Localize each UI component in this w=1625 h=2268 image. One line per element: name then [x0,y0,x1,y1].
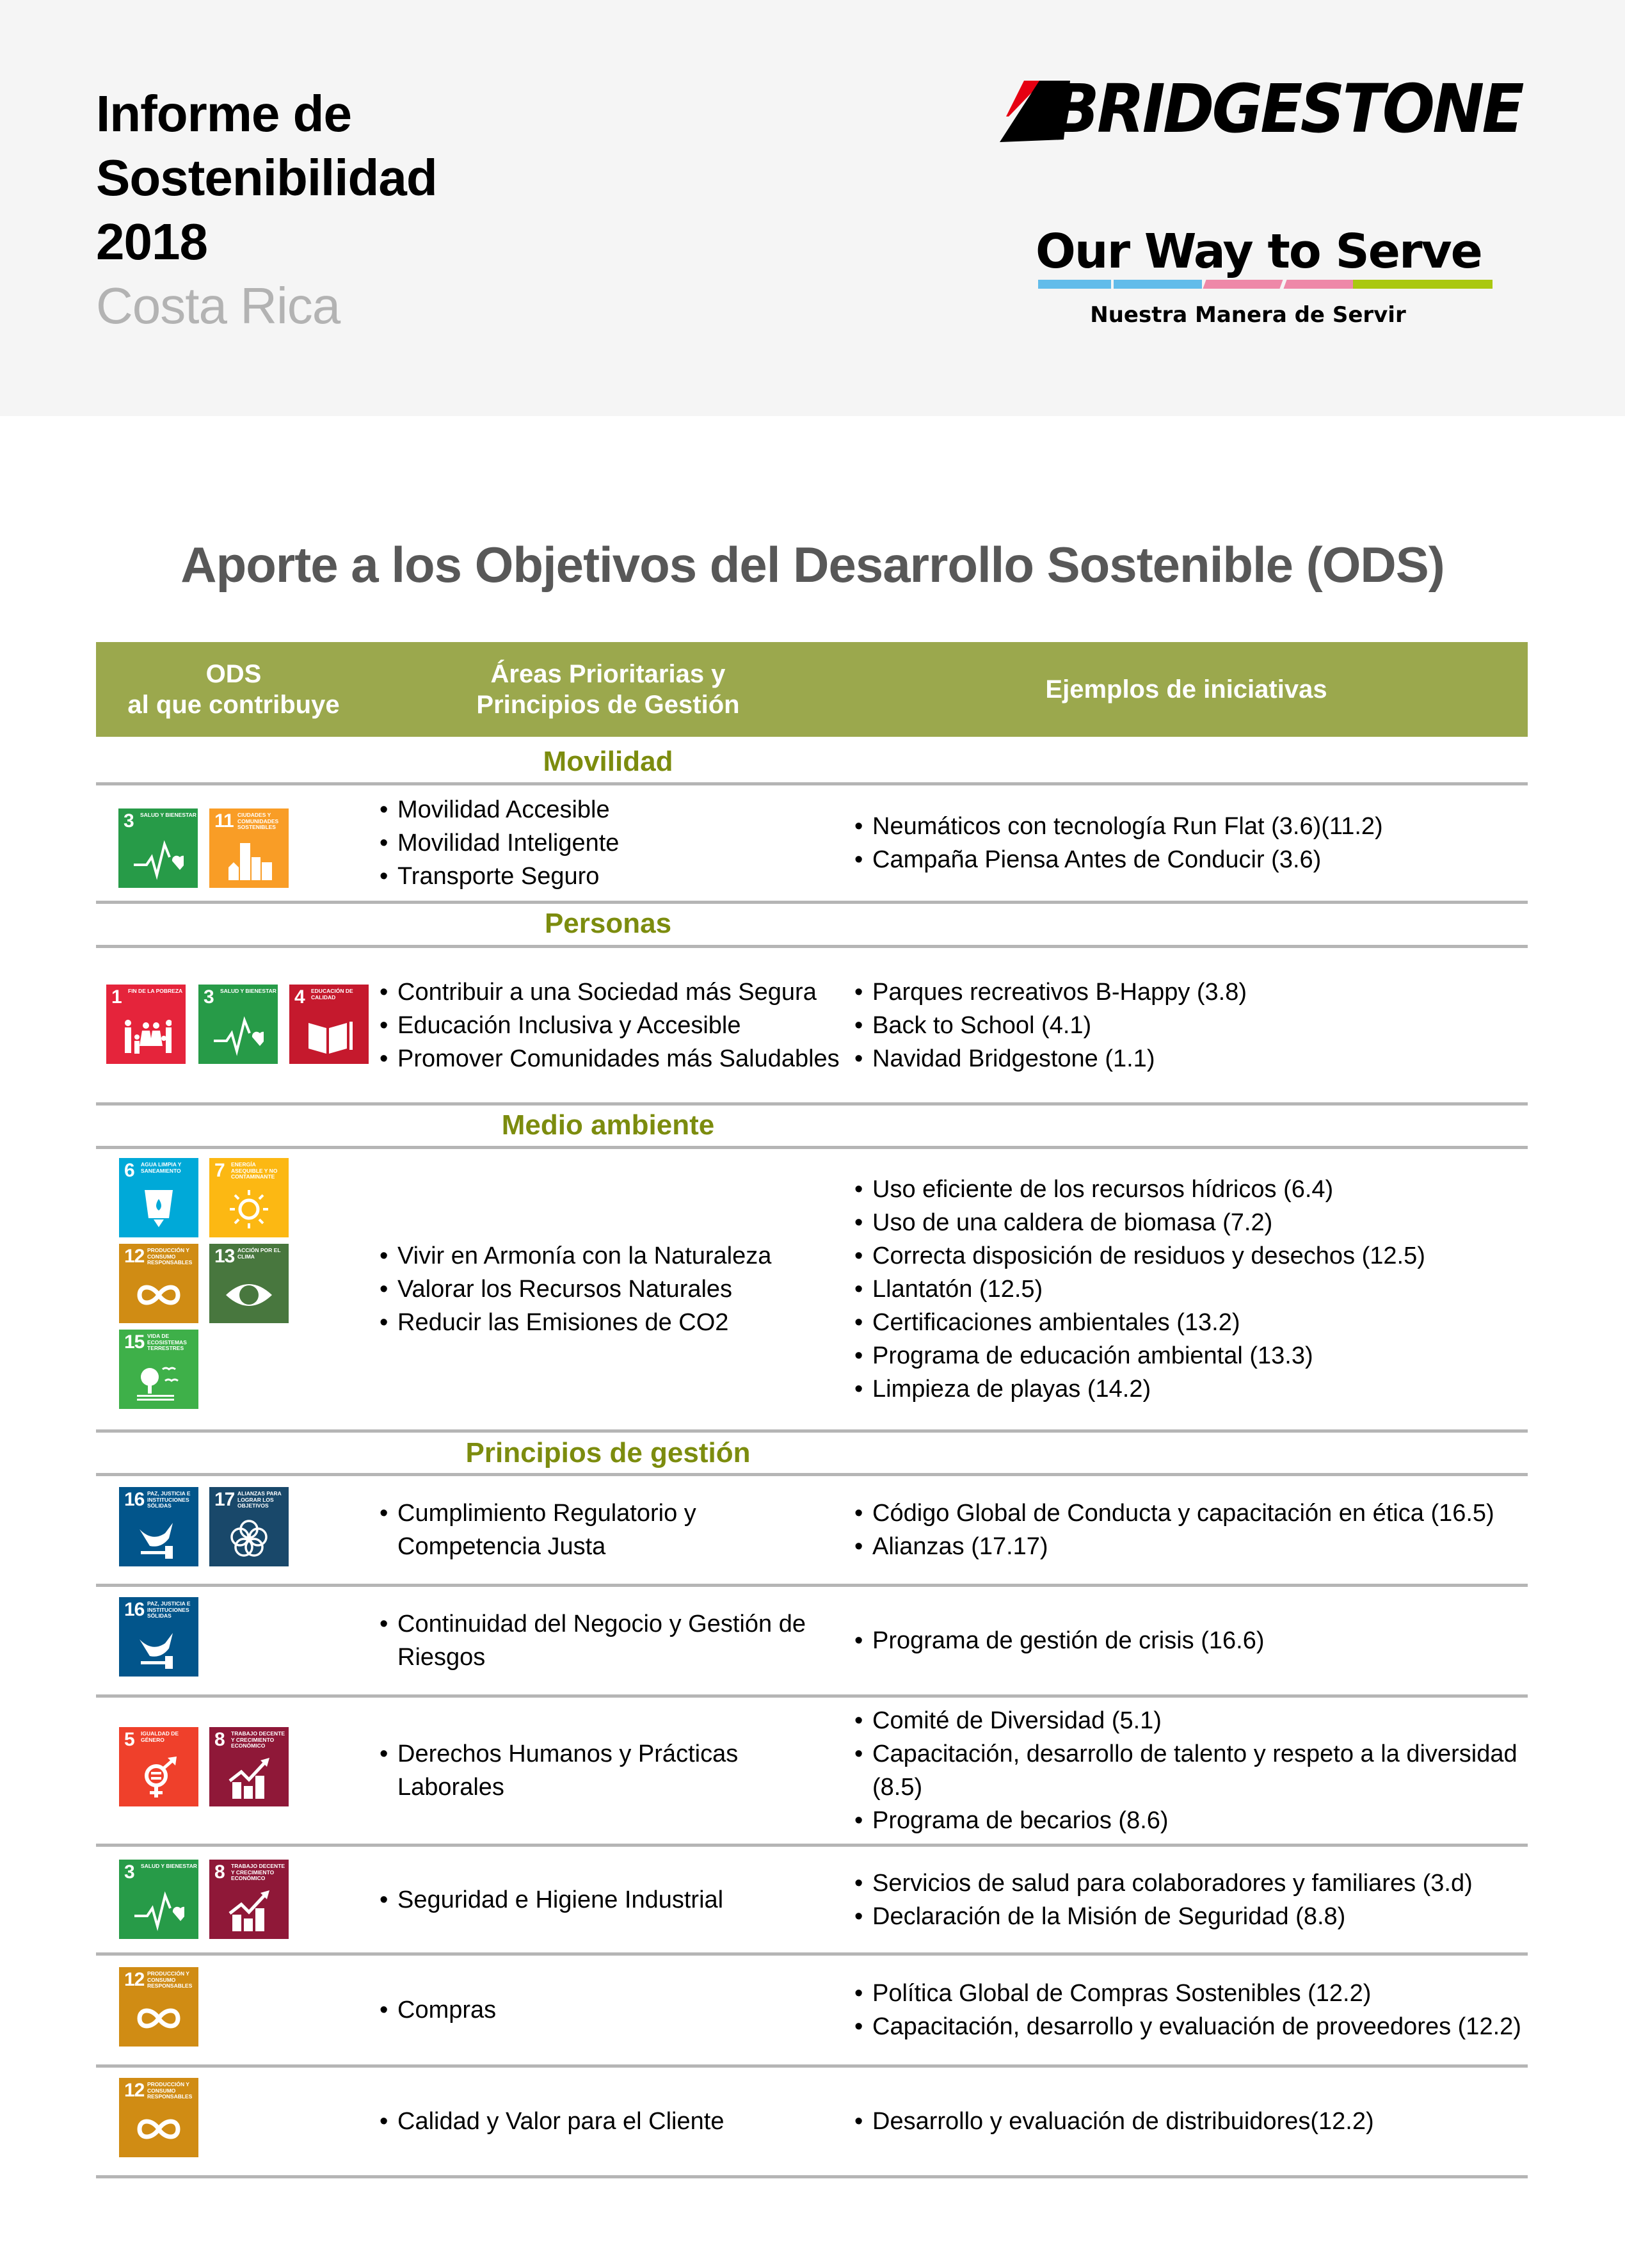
priority-areas-cell [380,1847,844,1952]
initiative-examples-list [854,1704,1526,1837]
sdg-goal-3-tile [198,985,278,1064]
slogan-subtitle: Nuestra Manera de Servir [1090,302,1406,328]
priority-areas-list [380,1239,844,1339]
sdg-goal-label: PRODUCCIÓN Y CONSUMO RESPONSABLES [147,1247,193,1266]
column-header-areas [371,642,845,737]
initiative-example-item: • Programa de gestión de crisis (16.6) [854,1624,1526,1657]
tree-birds-icon [133,1359,184,1404]
sdg-goal-number: 12 [124,1969,145,1990]
initiative-examples-cell [854,1587,1526,1694]
priority-areas-cell [380,2068,844,2175]
slogan: Our Way to Serve [1036,224,1482,279]
priority-areas-cell [380,948,844,1102]
report-title-line-1: Informe de [96,85,351,142]
sdg-goal-label: SALUD Y BIENESTAR [140,812,196,818]
sdg-goal-label: ENERGÍA ASEQUIBLE Y NO CONTAMINANTE [231,1161,278,1180]
priority-area-item: • Transporte Seguro [380,860,844,893]
priority-areas-list [380,1497,844,1563]
heartbeat-icon [132,838,184,883]
report-header [0,0,1625,416]
section-title: Aporte a los Objetivos del Desarrollo Sostenible (ODS) [180,536,1445,593]
sdg-goal-number: 3 [124,810,134,832]
sdg-goal-number: 4 [294,986,305,1008]
column-header-examples-label: Ejemplos de iniciativas [1045,675,1327,704]
sdg-goal-13-tile [209,1244,289,1323]
infinity-icon [133,2107,184,2152]
initiative-examples-cell [854,1698,1526,1844]
priority-areas-cell [380,1698,844,1844]
sdg-goal-label: SALUD Y BIENESTAR [220,988,276,994]
sdg-goal-11-tile [209,808,289,888]
slogan-bar-blue [1038,280,1111,289]
column-header-areas-line-2: Principios de Gestión [476,691,740,719]
sdg-goal-1-tile [106,985,186,1064]
initiative-examples-list [854,810,1526,876]
sun-power-icon [223,1187,275,1232]
initiative-example-item: • Llantatón (12.5) [854,1273,1526,1306]
group-heading: Personas [544,908,672,939]
initiative-example-item: • Declaración de la Misión de Seguridad (8.8) [854,1900,1526,1933]
sdg-goal-number: 8 [214,1862,225,1883]
sdg-goal-12-tile [119,1967,198,2047]
priority-areas-cell [380,1476,844,1584]
initiative-example-item: • Programa de educación ambiental (13.3) [854,1339,1526,1372]
initiative-examples-list [854,1867,1526,1933]
priority-area-item: • Reducir las Emisiones de CO2 [380,1306,844,1339]
priority-area-item: • Educación Inclusiva y Accesible [380,1009,844,1042]
slogan-bar-blue-2 [1114,280,1202,289]
priority-areas-list [380,1883,844,1917]
priority-areas-list [380,976,844,1075]
priority-area-item: • Vivir en Armonía con la Naturaleza [380,1239,844,1273]
initiative-example-item: • Uso de una caldera de biomasa (7.2) [854,1206,1526,1239]
priority-area-item: • Movilidad Accesible [380,793,844,826]
sdg-goal-number: 3 [124,1862,134,1883]
priority-area-item: • Calidad y Valor para el Cliente [380,2105,844,2138]
sdg-goal-3-tile [118,808,198,888]
dove-gavel-icon [133,1516,184,1561]
group-heading: Principios de gestión [465,1437,751,1468]
initiative-example-item: • Navidad Bridgestone (1.1) [854,1042,1526,1075]
sdg-goal-label: PAZ, JUSTICIA E INSTITUCIONES SÓLIDAS [147,1600,191,1619]
column-header-ods-line-1: ODS [205,660,262,688]
sdg-goal-3-tile [119,1860,198,1939]
sdg-goal-label: PAZ, JUSTICIA E INSTITUCIONES SÓLIDAS [147,1490,191,1509]
sdg-goal-label: PRODUCCIÓN Y CONSUMO RESPONSABLES [147,2081,193,2100]
initiative-example-item: • Parques recreativos B-Happy (3.8) [854,976,1526,1009]
sdg-goal-number: 16 [124,1599,145,1620]
sdg-goal-number: 1 [111,986,122,1008]
slogan-bar-pink [1203,280,1283,289]
priority-area-item: • Seguridad e Higiene Industrial [380,1883,844,1917]
initiative-examples-cell [854,1847,1526,1952]
group-heading: Medio ambiente [501,1109,715,1141]
bridgestone-logo [1000,70,1531,148]
sdg-goal-5-tile [119,1727,198,1806]
table-header [96,642,1528,737]
priority-areas-list [380,1607,844,1674]
sdg-goal-16-tile [119,1597,198,1677]
priority-areas-list [380,793,844,893]
priority-areas-cell [380,1956,844,2064]
sdg-goal-17-tile [209,1487,289,1566]
initiative-example-item: • Alianzas (17.17) [854,1530,1526,1563]
sdg-goal-number: 12 [124,2080,145,2101]
initiative-examples-cell [854,1476,1526,1584]
initiative-examples-cell [854,785,1526,901]
sdg-goal-8-tile [209,1727,289,1806]
priority-area-item: • Movilidad Inteligente [380,826,844,860]
column-header-ods [96,642,371,737]
priority-area-item: • Derechos Humanos y Prácticas Laborales [380,1737,844,1804]
sdg-goal-number: 5 [124,1729,134,1750]
sdg-goal-number: 8 [214,1729,225,1750]
initiative-example-item: • Neumáticos con tecnología Run Flat (3.6)(11.2) [854,810,1526,843]
initiative-example-item: • Campaña Piensa Antes de Conducir (3.6) [854,843,1526,876]
column-header-ods-line-2: al que contribuye [127,691,340,719]
sdg-goal-label: SALUD Y BIENESTAR [141,1863,197,1869]
initiative-example-item: • Comité de Diversidad (5.1) [854,1704,1526,1737]
initiative-examples-list [854,1624,1526,1657]
sdg-goal-16-tile [119,1487,198,1566]
priority-areas-cell [380,1587,844,1694]
sdg-goal-12-tile [119,2078,198,2157]
sdg-goal-7-tile [209,1158,289,1237]
sdg-goal-label: TRABAJO DECENTE Y CRECIMIENTO ECONÓMICO [231,1863,285,1881]
sdg-goal-label: VIDA DE ECOSISTEMAS TERRESTRES [147,1333,187,1351]
initiative-example-item: • Correcta disposición de residuos y desechos (12.5) [854,1239,1526,1273]
initiative-example-item: • Limpieza de playas (14.2) [854,1372,1526,1406]
eye-globe-icon [223,1273,275,1318]
sdg-goal-number: 13 [214,1246,235,1267]
priority-areas-list [380,2105,844,2138]
priority-areas-list [380,1993,844,2027]
water-glass-icon [133,1187,184,1232]
priority-areas-cell [380,1149,844,1429]
heartbeat-icon [212,1014,264,1059]
sdg-goal-6-tile [119,1158,198,1237]
sdg-goal-label: ALIANZAS PARA LOGRAR LOS OBJETIVOS [237,1490,282,1509]
dove-gavel-icon [133,1627,184,1671]
initiative-examples-list [854,976,1526,1075]
city-icon [223,838,275,883]
initiative-examples-cell [854,1956,1526,2064]
slogan-bar-green [1353,280,1493,289]
sdg-goal-label: PRODUCCIÓN Y CONSUMO RESPONSABLES [147,1970,193,1989]
row-divider [96,1102,1528,1106]
sdg-goal-number: 12 [124,1246,145,1267]
report-title-line-2: Sostenibilidad [96,149,437,206]
priority-area-item: • Continuidad del Negocio y Gestión de Riesgos [380,1607,844,1674]
initiative-examples-cell [854,1149,1526,1429]
initiative-examples-cell [854,2068,1526,2175]
initiative-examples-list [854,2105,1526,2138]
sdg-goal-number: 15 [124,1331,145,1353]
infinity-icon [133,1273,184,1318]
group-heading: Movilidad [543,746,673,777]
initiative-example-item: • Desarrollo y evaluación de distribuidores(12.2) [854,2105,1526,2138]
sdg-goal-label: EDUCACIÓN DE CALIDAD [311,988,353,1001]
initiative-example-item: • Certificaciones ambientales (13.2) [854,1306,1526,1339]
row-divider [96,2175,1528,2178]
priority-areas-list [380,1737,844,1804]
bridgestone-wordmark: BRIDGESTONE [1052,70,1522,148]
book-icon [303,1014,355,1059]
column-header-areas-line-1: Áreas Prioritarias y [490,660,726,688]
initiative-examples-cell [854,948,1526,1102]
report-title-year: 2018 [96,213,207,270]
growth-chart-icon [223,1889,275,1934]
sdg-goal-12-tile [119,1244,198,1323]
sdg-goal-number: 6 [124,1160,134,1181]
initiative-examples-list [854,1977,1526,2043]
sdg-goal-15-tile [119,1330,198,1409]
sdg-goal-number: 17 [214,1489,235,1510]
sdg-goal-number: 11 [214,810,234,832]
sdg-goal-label: ACCIÓN POR EL CLIMA [237,1247,281,1260]
priority-area-item: • Promover Comunidades más Saludables [380,1042,844,1075]
infinity-icon [133,1997,184,2041]
initiative-example-item: • Política Global de Compras Sostenibles (12.2) [854,1977,1526,2010]
priority-area-item: • Valorar los Recursos Naturales [380,1273,844,1306]
sdg-goal-label: IGUALDAD DE GÉNERO [141,1730,179,1743]
sdg-goal-number: 16 [124,1489,145,1510]
heartbeat-icon [133,1889,184,1934]
initiative-examples-list [854,1173,1526,1406]
sdg-goal-label: TRABAJO DECENTE Y CRECIMIENTO ECONÓMICO [231,1730,285,1749]
initiative-example-item: • Capacitación, desarrollo de talento y respeto a la diversidad (8.5) [854,1737,1526,1804]
column-header-examples [845,642,1528,737]
priority-area-item: • Contribuir a una Sociedad más Segura [380,976,844,1009]
rings-icon [223,1516,275,1561]
initiative-example-item: • Back to School (4.1) [854,1009,1526,1042]
sdg-goal-number: 3 [204,986,214,1008]
priority-areas-cell [380,785,844,901]
report-country: Costa Rica [96,277,340,334]
initiative-example-item: • Servicios de salud para colaboradores y familiares (3.d) [854,1867,1526,1900]
priority-area-item: • Compras [380,1993,844,2027]
initiative-example-item: • Uso eficiente de los recursos hídricos (6.4) [854,1173,1526,1206]
initiative-example-item: • Capacitación, desarrollo y evaluación de proveedores (12.2) [854,2010,1526,2043]
sdg-goal-label: FIN DE LA POBREZA [128,988,183,994]
initiative-example-item: • Programa de becarios (8.6) [854,1804,1526,1837]
initiative-example-item: • Código Global de Conducta y capacitación en ética (16.5) [854,1497,1526,1530]
family-icon [120,1014,172,1059]
sdg-goal-8-tile [209,1860,289,1939]
initiative-examples-list [854,1497,1526,1563]
row-divider [96,901,1528,904]
growth-chart-icon [223,1757,275,1801]
sdg-goal-4-tile [289,985,369,1064]
sdg-goal-number: 7 [214,1160,225,1181]
row-divider [96,1429,1528,1433]
sdg-goal-label: CIUDADES Y COMUNIDADES SOSTENIBLES [237,812,279,830]
gender-equality-icon [133,1757,184,1801]
priority-area-item: • Cumplimiento Regulatorio y Competencia Justa [380,1497,844,1563]
sdg-goal-label: AGUA LIMPIA Y SANEAMIENTO [141,1161,182,1174]
